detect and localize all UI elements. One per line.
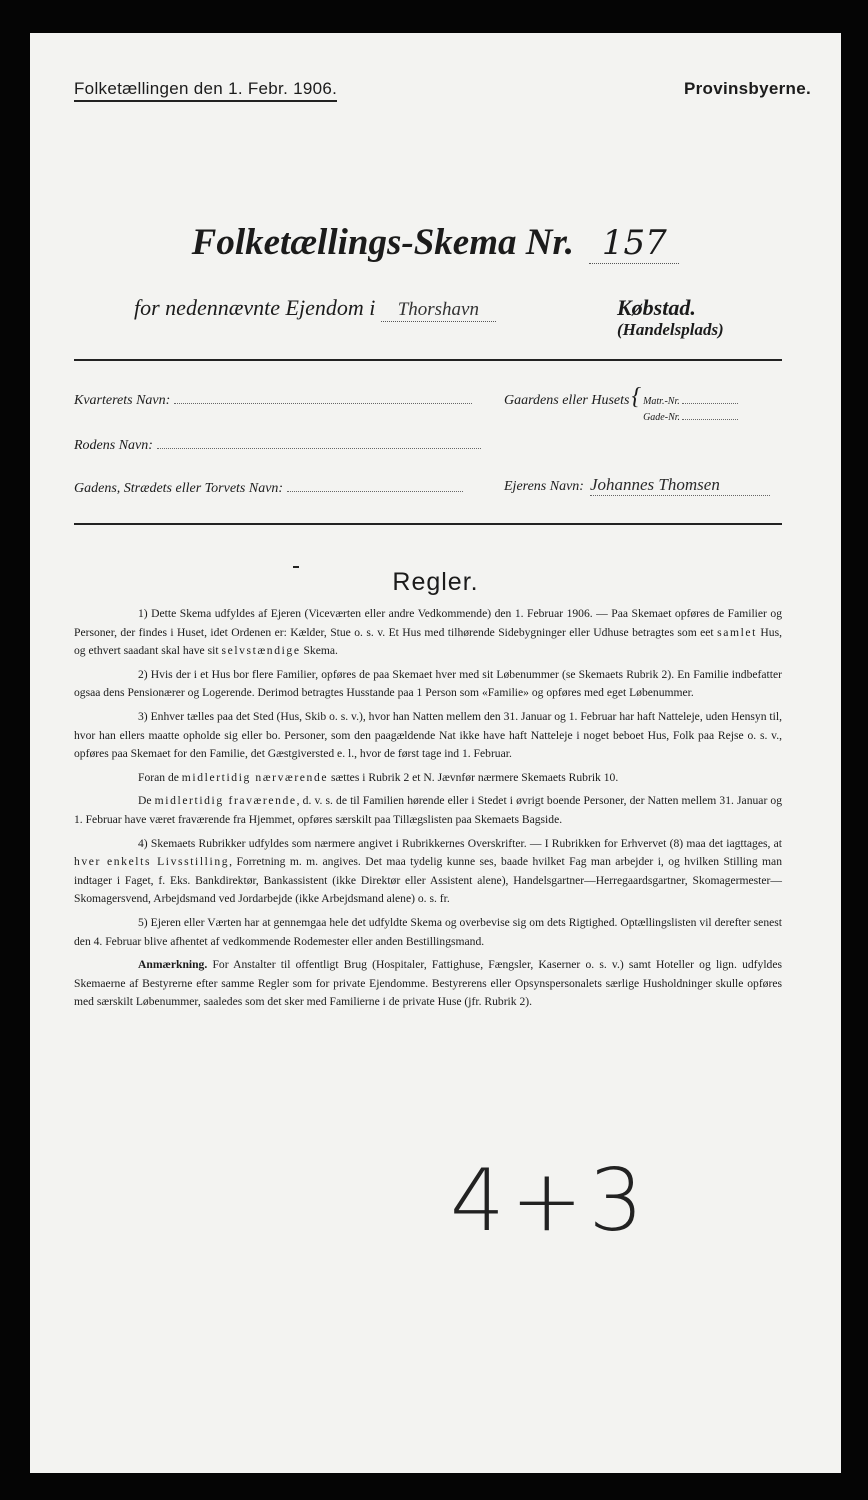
census-form-page [30,33,841,1473]
annotation [74,956,782,1012]
rule-1-spaced-1: samlet [717,625,757,639]
form-title [30,221,841,264]
divider-top [74,359,782,361]
gade-name-line [287,479,463,492]
rule-4 [74,835,782,909]
matr-row [643,395,738,407]
rule-4-text-a: 4) Skemaets Rubrikker udfyldes som nærmere angivet i Rubrikkernes Overskrifter. — I Rubrikken for Erhvervet (8) maa det iagttages, at [138,836,782,850]
rule-3b [74,769,782,788]
ejer-handwritten: Johannes Thomsen [590,475,770,496]
header-census-date: Folketællingen den 1. Febr. 1906. [74,79,337,102]
bottom-handwritten-number: 4+3 [450,1151,650,1251]
rule-4-spaced: hver enkelts Livsstilling [74,855,230,869]
rule-3: 3) Enhver tælles paa det Sted (Hus, Skib o. s. v.), hvor han Natten mellem den 31. Januar og 1. Februar har haft Natteleje, uden Hensyn til, hvor han ellers maatte opholde sig eller bo. Personer, som den paagældende Nat ikke have haft Natteleje i noget beboet Hus, Folk paa Rejse o. s. v., opføres paa Skemaet for den Familie, det Gæstgiversted e. l., hvor de først tage ind 1. Februar. [74,709,782,761]
gade-row [643,411,738,423]
form-number-handwritten: 157 [589,223,679,264]
annotation-label: Anmærkning. [138,958,208,972]
rule-1-text-b: Hus, og ethvert saadant skal have sit [74,625,782,658]
rule-2: 2) Hvis der i et Hus bor flere Familier, opføres de paa Skemaet hver med sit Løbenummer (se Skemaets Rubrik 2). En Familie indbefatter ogsaa dens Pensionærer og Logerende. Derimod betragtes Husstande paa 1 Person som «Familie» og opføres med eget Løbenummer. [74,667,782,700]
gade-name-field [74,479,463,497]
kvarter-field [74,391,472,409]
rule-3b-spaced: midlertidig nærværende [181,770,329,784]
rule-1-text-c: Skema. [303,644,338,658]
rule-1-text-a: 1) Dette Skema udfyldes af Ejeren (Viceværten eller andre Vedkommende) den 1. Februar 1906. — Paa Skemaet opføres de Familier og Personer, der findes i Huset, idet Ordenen er: Kælder, Stue o. s. v. Et Hus med tilhørende Sidebygninger eller Udhuse betragtes som eet [74,607,782,639]
ejer-label: Ejerens Navn: [504,479,584,494]
handelsplads-label: (Handelsplads) [617,320,724,339]
gade-name-label: Gadens, Strædets eller Torvets Navn: [74,481,284,496]
gade-nr-line [682,411,738,420]
rule-5: 5) Ejeren eller Værten har at gennemgaa hele det udfyldte Skema og overbevise sig om dets Rigtighed. Optællingslisten vil derefter senest den 4. Februar blive afhentet af vedkommende Rodemester eller anden Bestillingsmand. [74,915,782,948]
matr-gade-stack [643,395,738,423]
gaard-label: Gaardens eller Husets [504,393,630,408]
kvarter-label: Kvarterets Navn: [74,393,171,408]
gaard-field [504,385,738,423]
rule-3b-text-b: sættes i Rubrik 2 et N. Jævnfør nærmere Skemaets Rubrik 10. [331,770,619,784]
place-handwritten: Thorshavn [381,299,496,322]
matr-label: Matr.-Nr. [643,396,680,407]
rule-3c-text-b: , d. v. s. de til Familien hørende eller i Stedet i øvrigt boende Personer, der Natten mellem 31. Januar og 1. Februar have været fraværende fra Hjemmet, opføres særskilt paa Tillægslisten paa Skemaets Bagside. [74,794,783,826]
rule-1-spaced-2: selvstændige [221,644,301,658]
rule-3c-spaced: midlertidig fraværende [154,794,297,808]
rule-3b-text-a: Foran de [138,770,179,784]
regler-title: Regler. [392,568,479,596]
ejer-field [504,475,770,496]
rule-3c-text-a: De [138,794,152,808]
rule-3c [74,792,782,829]
matr-line [682,395,738,404]
annotation-text: For Anstalter til offentligt Brug (Hospitaler, Fattighuse, Fængsler, Kaserner o. s. v.) samt Hoteller og lign. udfyldes Skemaerne af Bestyrerne efter samme Regler som for private Ejendomme. Bestyrerens eller Opsynspersonalets særlige Husholdninger skulle opføres med særskilt Løbenummer, saaledes som det sker med Familierne i de private Huse (jfr. Rubrik 2). [74,958,782,1009]
kvarter-line [174,391,472,404]
form-title-text: Folketællings-Skema Nr. [191,222,575,263]
kobstad-label: Købstad. [617,295,696,320]
rule-1 [74,605,782,661]
form-subtitle [134,295,496,322]
header-provinsbyerne: Provinsbyerne. [683,79,811,98]
divider-bottom [74,523,782,525]
rode-label: Rodens Navn: [74,438,153,453]
rules-text [74,605,782,1017]
gade-nr-label: Gade-Nr. [643,412,681,423]
subtitle-text: for nedennævnte Ejendom i [134,295,376,320]
rode-field [74,436,481,454]
rode-line [157,436,481,449]
brace-glyph: { [631,384,642,410]
rule-4-text-b: , Forretning m. m. angives. Det maa tydelig kunne ses, baade hvilket Fag man arbejder i, og hvilken Stilling man indtager i Faget, f. Eks. Bankdirektør, Bankassistent (ikke Direktør eller Assistent alene), Handelsgartner—Herregaardsgartner, Skomagermester—Skomagersvend, Arbejdsmand ved Jordarbejde (ikke Arbejdsmand alene) o. s. fr. [74,855,782,906]
